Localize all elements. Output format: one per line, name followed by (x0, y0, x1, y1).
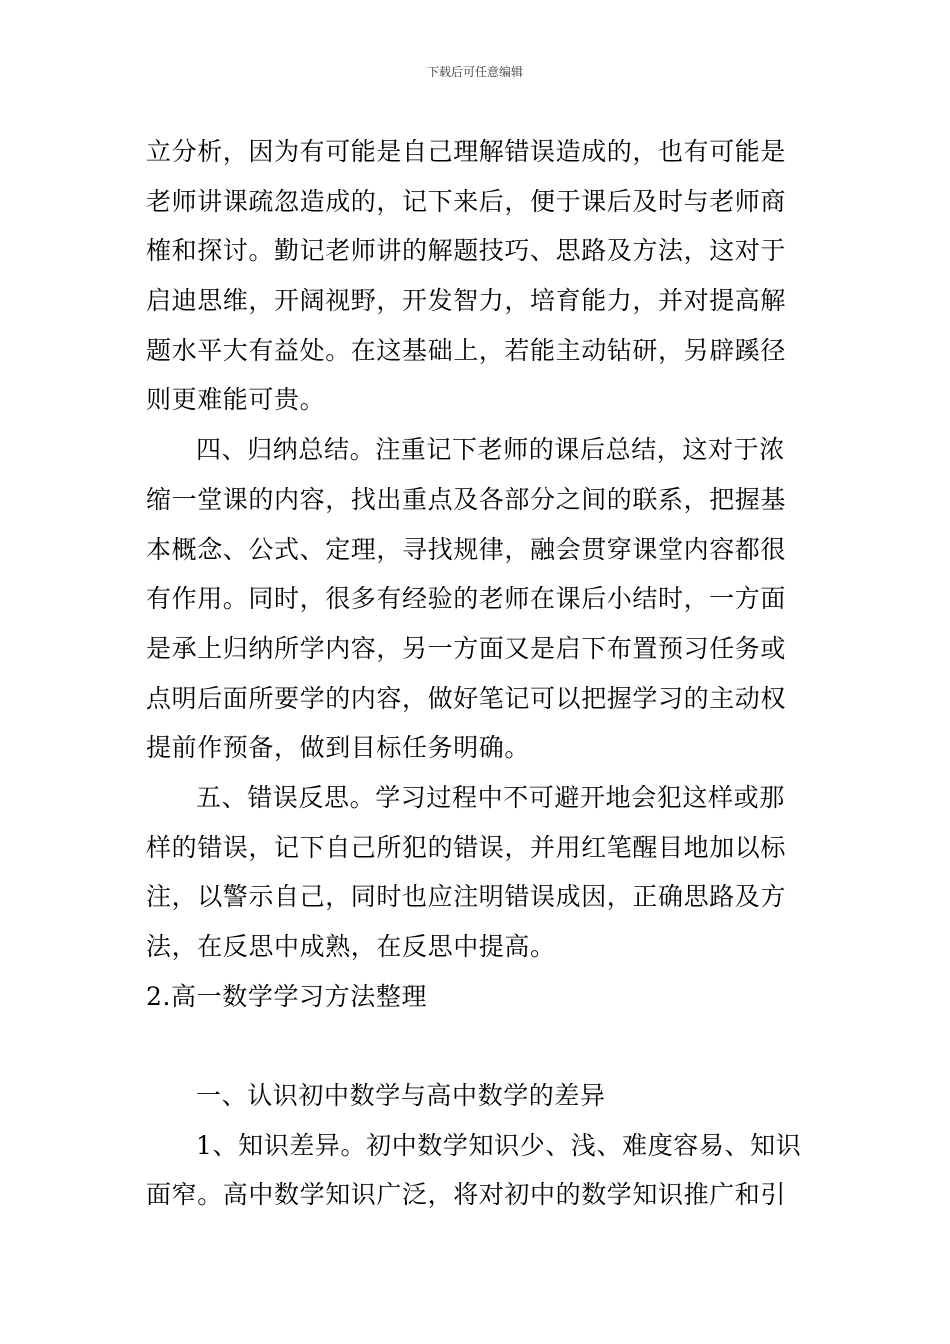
page-header: 下载后可任意编辑 (426, 65, 523, 79)
text-line: 启迪思维，开阔视野，开发智力，培育能力，并对提高解 (146, 286, 787, 316)
section-heading: 2.高一数学学习方法整理 (146, 981, 428, 1011)
subsection-heading: 一、认识初中数学与高中数学的差异 (196, 1081, 606, 1111)
text-line: 点明后面所要学的内容，做好笔记可以把握学习的主动权 (146, 683, 787, 713)
text-line: 面窄。高中数学知识广泛，将对初中的数学知识推广和引 (146, 1180, 787, 1210)
paragraph-start-line: 四、归纳总结。注重记下老师的课后总结，这对于浓 (196, 435, 785, 465)
text-line: 题水平大有益处。在这基础上，若能主动钻研，另辟蹊径 (146, 335, 787, 365)
text-line: 榷和探讨。勤记老师讲的解题技巧、思路及方法，这对于 (146, 236, 787, 266)
document-body (146, 127, 806, 1220)
text-line: 有作用。同时，很多有经验的老师在课后小结时，一方面 (146, 584, 787, 614)
text-line: 立分析，因为有可能是自己理解错误造成的，也有可能是 (146, 137, 787, 166)
text-line: 缩一堂课的内容，找出重点及各部分之间的联系，把握基 (146, 484, 787, 514)
text-line: 则更难能可贵。 (146, 385, 326, 415)
text-line: 法，在反思中成熟，在反思中提高。 (146, 932, 556, 961)
text-line: 本概念、公式、定理，寻找规律，融会贯穿课堂内容都很 (146, 534, 787, 564)
text-line: 是承上归纳所学内容，另一方面又是启下布置预习任务或 (146, 633, 787, 663)
blank-line (146, 1021, 806, 1071)
paragraph-start-line: 五、错误反思。学习过程中不可避开地会犯这样或那 (196, 782, 785, 812)
text-line: 老师讲课疏忽造成的，记下来后，便于课后及时与老师商 (146, 186, 787, 216)
text-line: 样的错误，记下自己所犯的错误，并用红笔醒目地加以标 (146, 832, 787, 862)
text-line: 注，以警示自己，同时也应注明错误成因，正确思路及方 (146, 882, 787, 912)
paragraph-start-line: 1、知识差异。初中数学知识少、浅、难度容易、知识 (196, 1130, 802, 1160)
text-line: 提前作预备，做到目标任务明确。 (146, 733, 531, 763)
